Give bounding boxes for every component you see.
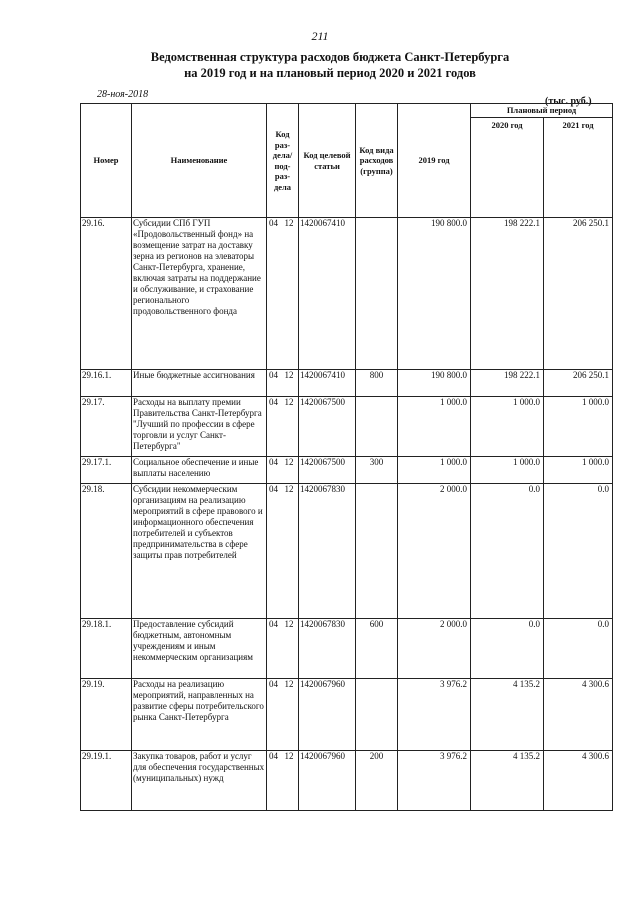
row-section: 04 (267, 397, 283, 457)
row-subsection: 12 (283, 370, 299, 397)
row-number: 29.17. (81, 397, 132, 457)
header-number: Номер (81, 104, 132, 218)
row-value-2020: 0.0 (471, 619, 544, 679)
row-article: 1420067410 (299, 370, 356, 397)
row-subsection: 12 (283, 397, 299, 457)
row-article: 1420067500 (299, 397, 356, 457)
row-name: Предоставление субсидий бюджетным, автономным учреждениям и иным некоммерческим организациям (132, 619, 267, 679)
page-number: 211 (311, 29, 329, 43)
header-2021: 2021 год (544, 118, 613, 218)
row-section: 04 (267, 370, 283, 397)
row-number: 29.18.1. (81, 619, 132, 679)
title-line-1: Ведомственная структура расходов бюджета Санкт-Петербурга (150, 50, 510, 64)
table-row (81, 370, 613, 397)
row-name: Субсидии некоммерческим организациям на реализацию мероприятий в сфере правового и информационного обеспечения потребителей и субъектов предпринимательства в сфере защиты прав потребителей (132, 484, 267, 619)
row-value-2019: 1 000.0 (398, 457, 471, 484)
row-section: 04 (267, 619, 283, 679)
row-group: 600 (356, 619, 398, 679)
row-group (356, 484, 398, 619)
row-value-2019: 3 976.2 (398, 751, 471, 811)
row-number: 29.18. (81, 484, 132, 619)
row-subsection: 12 (283, 457, 299, 484)
row-value-2019: 2 000.0 (398, 619, 471, 679)
row-group (356, 218, 398, 370)
row-group: 200 (356, 751, 398, 811)
row-name: Иные бюджетные ассигнования (132, 370, 267, 397)
table-row (81, 484, 613, 619)
row-value-2019: 3 976.2 (398, 679, 471, 751)
row-article: 1420067830 (299, 484, 356, 619)
row-subsection: 12 (283, 484, 299, 619)
row-group: 800 (356, 370, 398, 397)
row-group: 300 (356, 457, 398, 484)
row-number: 29.19. (81, 679, 132, 751)
row-section: 04 (267, 484, 283, 619)
row-value-2020: 198 222.1 (471, 218, 544, 370)
header-planned: Плановый период (471, 104, 613, 118)
row-value-2020: 4 135.2 (471, 751, 544, 811)
row-subsection: 12 (283, 218, 299, 370)
row-name: Закупка товаров, работ и услуг для обеспечения государственных (муниципальных) нужд (132, 751, 267, 811)
row-value-2021: 4 300.6 (544, 751, 613, 811)
header-2019: 2019 год (398, 104, 471, 218)
header-section: Код раз-дела/ под-раз-дела (267, 104, 299, 218)
table-row (81, 218, 613, 370)
row-name: Расходы на реализацию мероприятий, направленных на развитие сферы потребительского рынка Санкт-Петербурга (132, 679, 267, 751)
row-section: 04 (267, 751, 283, 811)
row-subsection: 12 (283, 679, 299, 751)
table-row (81, 751, 613, 811)
row-number: 29.19.1. (81, 751, 132, 811)
header-2020: 2020 год (471, 118, 544, 218)
row-value-2020: 0.0 (471, 484, 544, 619)
row-article: 1420067410 (299, 218, 356, 370)
row-value-2021: 206 250.1 (544, 218, 613, 370)
header-group: Код вида расходов (группа) (356, 104, 398, 218)
row-value-2019: 190 800.0 (398, 218, 471, 370)
table-body (81, 218, 613, 811)
row-section: 04 (267, 679, 283, 751)
row-section: 04 (267, 218, 283, 370)
row-article: 1420067830 (299, 619, 356, 679)
row-value-2020: 4 135.2 (471, 679, 544, 751)
row-value-2019: 190 800.0 (398, 370, 471, 397)
row-number: 29.16. (81, 218, 132, 370)
row-number: 29.17.1. (81, 457, 132, 484)
row-section: 04 (267, 457, 283, 484)
row-name: Расходы на выплату премии Правительства Санкт-Петербурга "Лучший по профессии в сфере торговли и услуг Санкт-Петербурга" (132, 397, 267, 457)
row-article: 1420067960 (299, 751, 356, 811)
table-row (81, 679, 613, 751)
row-value-2020: 1 000.0 (471, 397, 544, 457)
header-name: Наименование (132, 104, 267, 218)
row-value-2021: 4 300.6 (544, 679, 613, 751)
row-value-2021: 206 250.1 (544, 370, 613, 397)
row-value-2019: 1 000.0 (398, 397, 471, 457)
row-number: 29.16.1. (81, 370, 132, 397)
document-title (60, 49, 600, 81)
row-value-2020: 198 222.1 (471, 370, 544, 397)
units-label: (тыс. руб.) (545, 96, 592, 107)
row-name: Социальное обеспечение и иные выплаты населению (132, 457, 267, 484)
row-subsection: 12 (283, 751, 299, 811)
budget-table (80, 103, 613, 811)
row-article: 1420067960 (299, 679, 356, 751)
row-name: Субсидии СПб ГУП «Продовольственный фонд» на возмещение затрат на доставку зерна из регионов на элеваторы Санкт-Петербурга, хранение, включая затраты на поддержание и обслуживание, и страхование регионального продовольственного фонда (132, 218, 267, 370)
row-group (356, 397, 398, 457)
table-row (81, 397, 613, 457)
row-value-2021: 1 000.0 (544, 397, 613, 457)
row-value-2021: 1 000.0 (544, 457, 613, 484)
row-value-2021: 0.0 (544, 484, 613, 619)
row-value-2020: 1 000.0 (471, 457, 544, 484)
title-line-2: на 2019 год и на плановый период 2020 и 2021 годов (184, 66, 476, 80)
header-article: Код целевой статьи (299, 104, 356, 218)
row-group (356, 679, 398, 751)
row-value-2019: 2 000.0 (398, 484, 471, 619)
row-subsection: 12 (283, 619, 299, 679)
row-article: 1420067500 (299, 457, 356, 484)
document-date: 28-ноя-2018 (97, 89, 149, 100)
table-row (81, 619, 613, 679)
row-value-2021: 0.0 (544, 619, 613, 679)
table-row (81, 457, 613, 484)
